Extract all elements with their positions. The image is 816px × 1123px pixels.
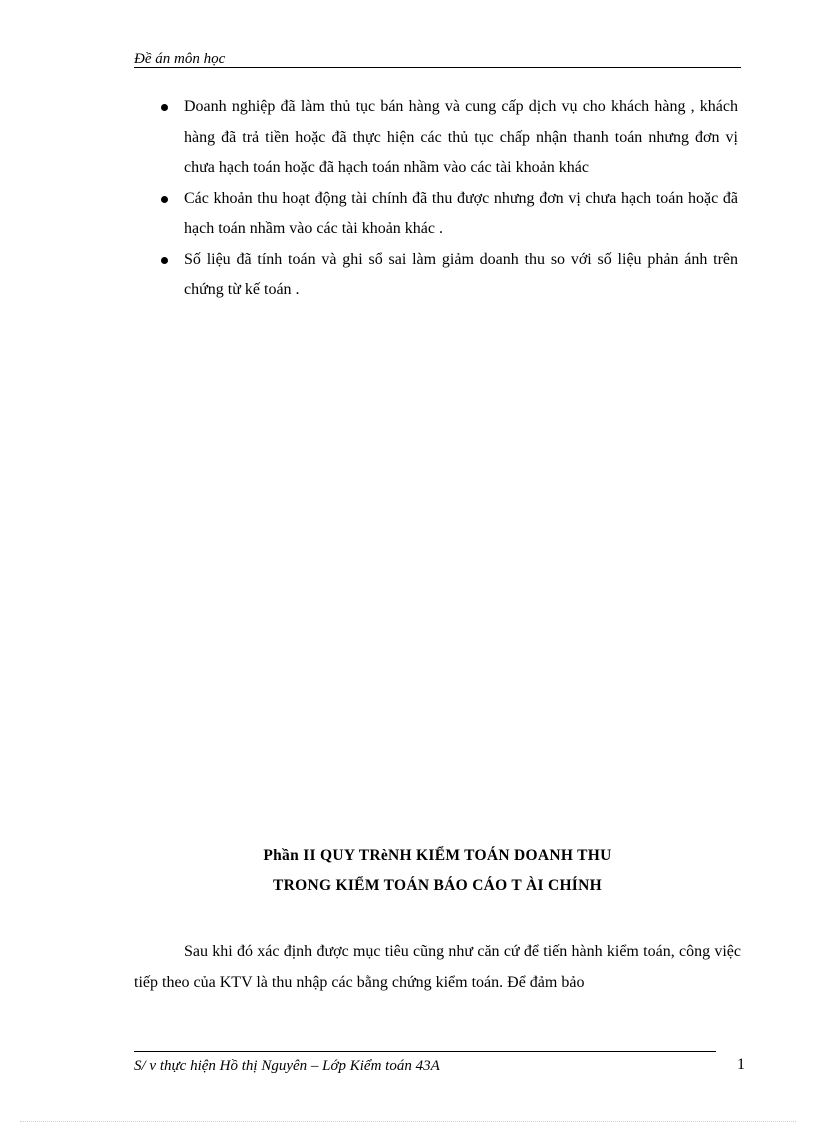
bullet-text: Số liệu đã tính toán và ghi sổ sai làm giảm doanh thu so với số liệu phản ánh trên chứng từ kế toán . [184, 250, 738, 298]
bullet-item [160, 245, 738, 306]
header-rule [134, 67, 741, 68]
bullet-list [160, 92, 738, 306]
bullet-icon [161, 104, 168, 111]
section-heading-line1: Phần II QUY TRèNH KIỂM TOÁN DOANH THU [263, 847, 612, 864]
page-edge [20, 1121, 796, 1122]
header-title: Đề án môn học [134, 51, 226, 67]
bullet-text: Doanh nghiệp đã làm thủ tục bán hàng và cung cấp dịch vụ cho khách hàng , khách hàng đã trả tiền hoặc đã thực hiện các thủ tục chấp nhận thanh toán nhưng đơn vị chưa hạch toán hoặc đã hạch toán nhầm vào các tài khoản khác [184, 98, 738, 176]
section-heading-line2: TRONG KIỂM TOÁN BÁO CÁO T ÀI CHÍNH [272, 877, 602, 894]
bullet-icon [161, 257, 168, 264]
body-paragraph: Sau khi đó xác định được mục tiêu cũng như căn cứ để tiến hành kiểm toán, công việc tiếp theo của KTV là thu nhập các bằng chứng kiểm toán. Để đảm bảo [134, 943, 741, 991]
bullet-text: Các khoản thu hoạt động tài chính đã thu được nhưng đơn vị chưa hạch toán hoặc đã hạch toán nhầm vào các tài khoản khác . [184, 189, 738, 237]
bullet-icon [161, 196, 168, 203]
footer-rule [134, 1051, 716, 1052]
bullet-item [160, 92, 738, 184]
footer-text: S/ v thực hiện Hồ thị Nguyên – Lớp Kiểm toán 43A [134, 1058, 440, 1074]
page-number: 1 [737, 1056, 745, 1073]
bullet-item [160, 184, 738, 245]
